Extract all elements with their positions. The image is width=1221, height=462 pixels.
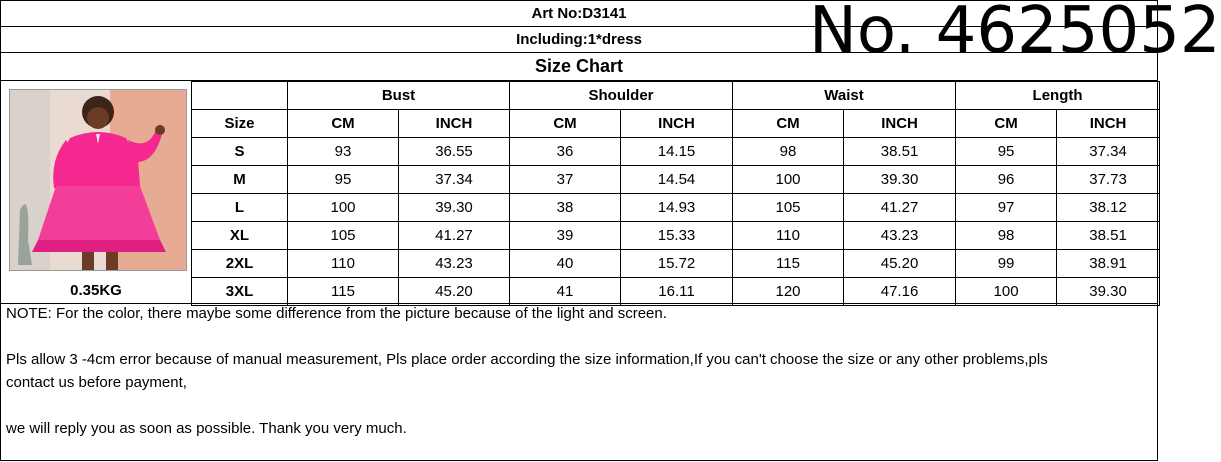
size-cell: S <box>192 138 288 166</box>
value-cell: 37.34 <box>399 166 510 194</box>
value-cell: 98 <box>956 222 1057 250</box>
size-cell: 3XL <box>192 278 288 306</box>
product-photo <box>9 89 187 271</box>
value-cell: 43.23 <box>844 222 956 250</box>
value-cell: 36.55 <box>399 138 510 166</box>
value-cell: 39 <box>510 222 621 250</box>
value-cell: 41.27 <box>844 194 956 222</box>
art-number: Art No:D3141 <box>531 5 627 22</box>
value-cell: 105 <box>733 194 844 222</box>
unit-header: INCH <box>621 110 733 138</box>
value-cell: 14.15 <box>621 138 733 166</box>
value-cell: 41 <box>510 278 621 306</box>
value-cell: 37.73 <box>1057 166 1160 194</box>
length-header: Length <box>956 82 1160 110</box>
size-cell: 2XL <box>192 250 288 278</box>
value-cell: 110 <box>733 222 844 250</box>
value-cell: 41.27 <box>399 222 510 250</box>
size-table <box>191 81 1160 306</box>
note-line: contact us before payment, <box>6 374 187 391</box>
note-line: Pls allow 3 -4cm error because of manual measurement, Pls place order according the size information,If you can't choose the size or any other problems,pls <box>6 351 1048 368</box>
value-cell: 38.12 <box>1057 194 1160 222</box>
value-cell: 38 <box>510 194 621 222</box>
watermark: No. 4625052 <box>809 0 1221 68</box>
value-cell: 100 <box>956 278 1057 306</box>
unit-header: INCH <box>399 110 510 138</box>
value-cell: 96 <box>956 166 1057 194</box>
value-cell: 95 <box>288 166 399 194</box>
size-header: Size <box>192 110 288 138</box>
value-cell: 45.20 <box>844 250 956 278</box>
value-cell: 99 <box>956 250 1057 278</box>
product-weight: 0.35KG <box>70 282 122 299</box>
blank-cell <box>192 82 288 110</box>
value-cell: 16.11 <box>621 278 733 306</box>
dress-model-image <box>10 90 186 270</box>
unit-header: INCH <box>844 110 956 138</box>
value-cell: 100 <box>733 166 844 194</box>
table-row <box>192 166 1160 194</box>
value-cell: 37 <box>510 166 621 194</box>
table-row <box>192 222 1160 250</box>
value-cell: 38.51 <box>1057 222 1160 250</box>
value-cell: 120 <box>733 278 844 306</box>
table-row <box>192 278 1160 306</box>
value-cell: 14.54 <box>621 166 733 194</box>
unit-header: INCH <box>1057 110 1160 138</box>
note-line: we will reply you as soon as possible. Thank you very much. <box>6 420 407 437</box>
value-cell: 39.30 <box>399 194 510 222</box>
value-cell: 100 <box>288 194 399 222</box>
unit-header: CM <box>510 110 621 138</box>
value-cell: 45.20 <box>399 278 510 306</box>
table-row <box>192 138 1160 166</box>
value-cell: 39.30 <box>1057 278 1160 306</box>
value-cell: 36 <box>510 138 621 166</box>
value-cell: 40 <box>510 250 621 278</box>
value-cell: 93 <box>288 138 399 166</box>
size-cell: M <box>192 166 288 194</box>
value-cell: 98 <box>733 138 844 166</box>
value-cell: 97 <box>956 194 1057 222</box>
value-cell: 37.34 <box>1057 138 1160 166</box>
table-row <box>192 194 1160 222</box>
value-cell: 115 <box>288 278 399 306</box>
value-cell: 105 <box>288 222 399 250</box>
divider <box>1 303 1157 304</box>
unit-header: CM <box>956 110 1057 138</box>
value-cell: 15.72 <box>621 250 733 278</box>
value-cell: 43.23 <box>399 250 510 278</box>
including-text: Including:1*dress <box>516 31 642 48</box>
size-cell: L <box>192 194 288 222</box>
size-cell: XL <box>192 222 288 250</box>
unit-header: CM <box>733 110 844 138</box>
value-cell: 39.30 <box>844 166 956 194</box>
bust-header: Bust <box>288 82 510 110</box>
note-line: NOTE: For the color, there maybe some difference from the picture because of the light and screen. <box>6 305 667 322</box>
value-cell: 38.91 <box>1057 250 1160 278</box>
measure-header-row <box>192 82 1160 110</box>
value-cell: 115 <box>733 250 844 278</box>
waist-header: Waist <box>733 82 956 110</box>
value-cell: 110 <box>288 250 399 278</box>
table-row <box>192 250 1160 278</box>
unit-header: CM <box>288 110 399 138</box>
page-title: Size Chart <box>534 56 624 76</box>
value-cell: 47.16 <box>844 278 956 306</box>
value-cell: 15.33 <box>621 222 733 250</box>
value-cell: 14.93 <box>621 194 733 222</box>
value-cell: 95 <box>956 138 1057 166</box>
unit-header-row <box>192 110 1160 138</box>
shoulder-header: Shoulder <box>510 82 733 110</box>
value-cell: 38.51 <box>844 138 956 166</box>
